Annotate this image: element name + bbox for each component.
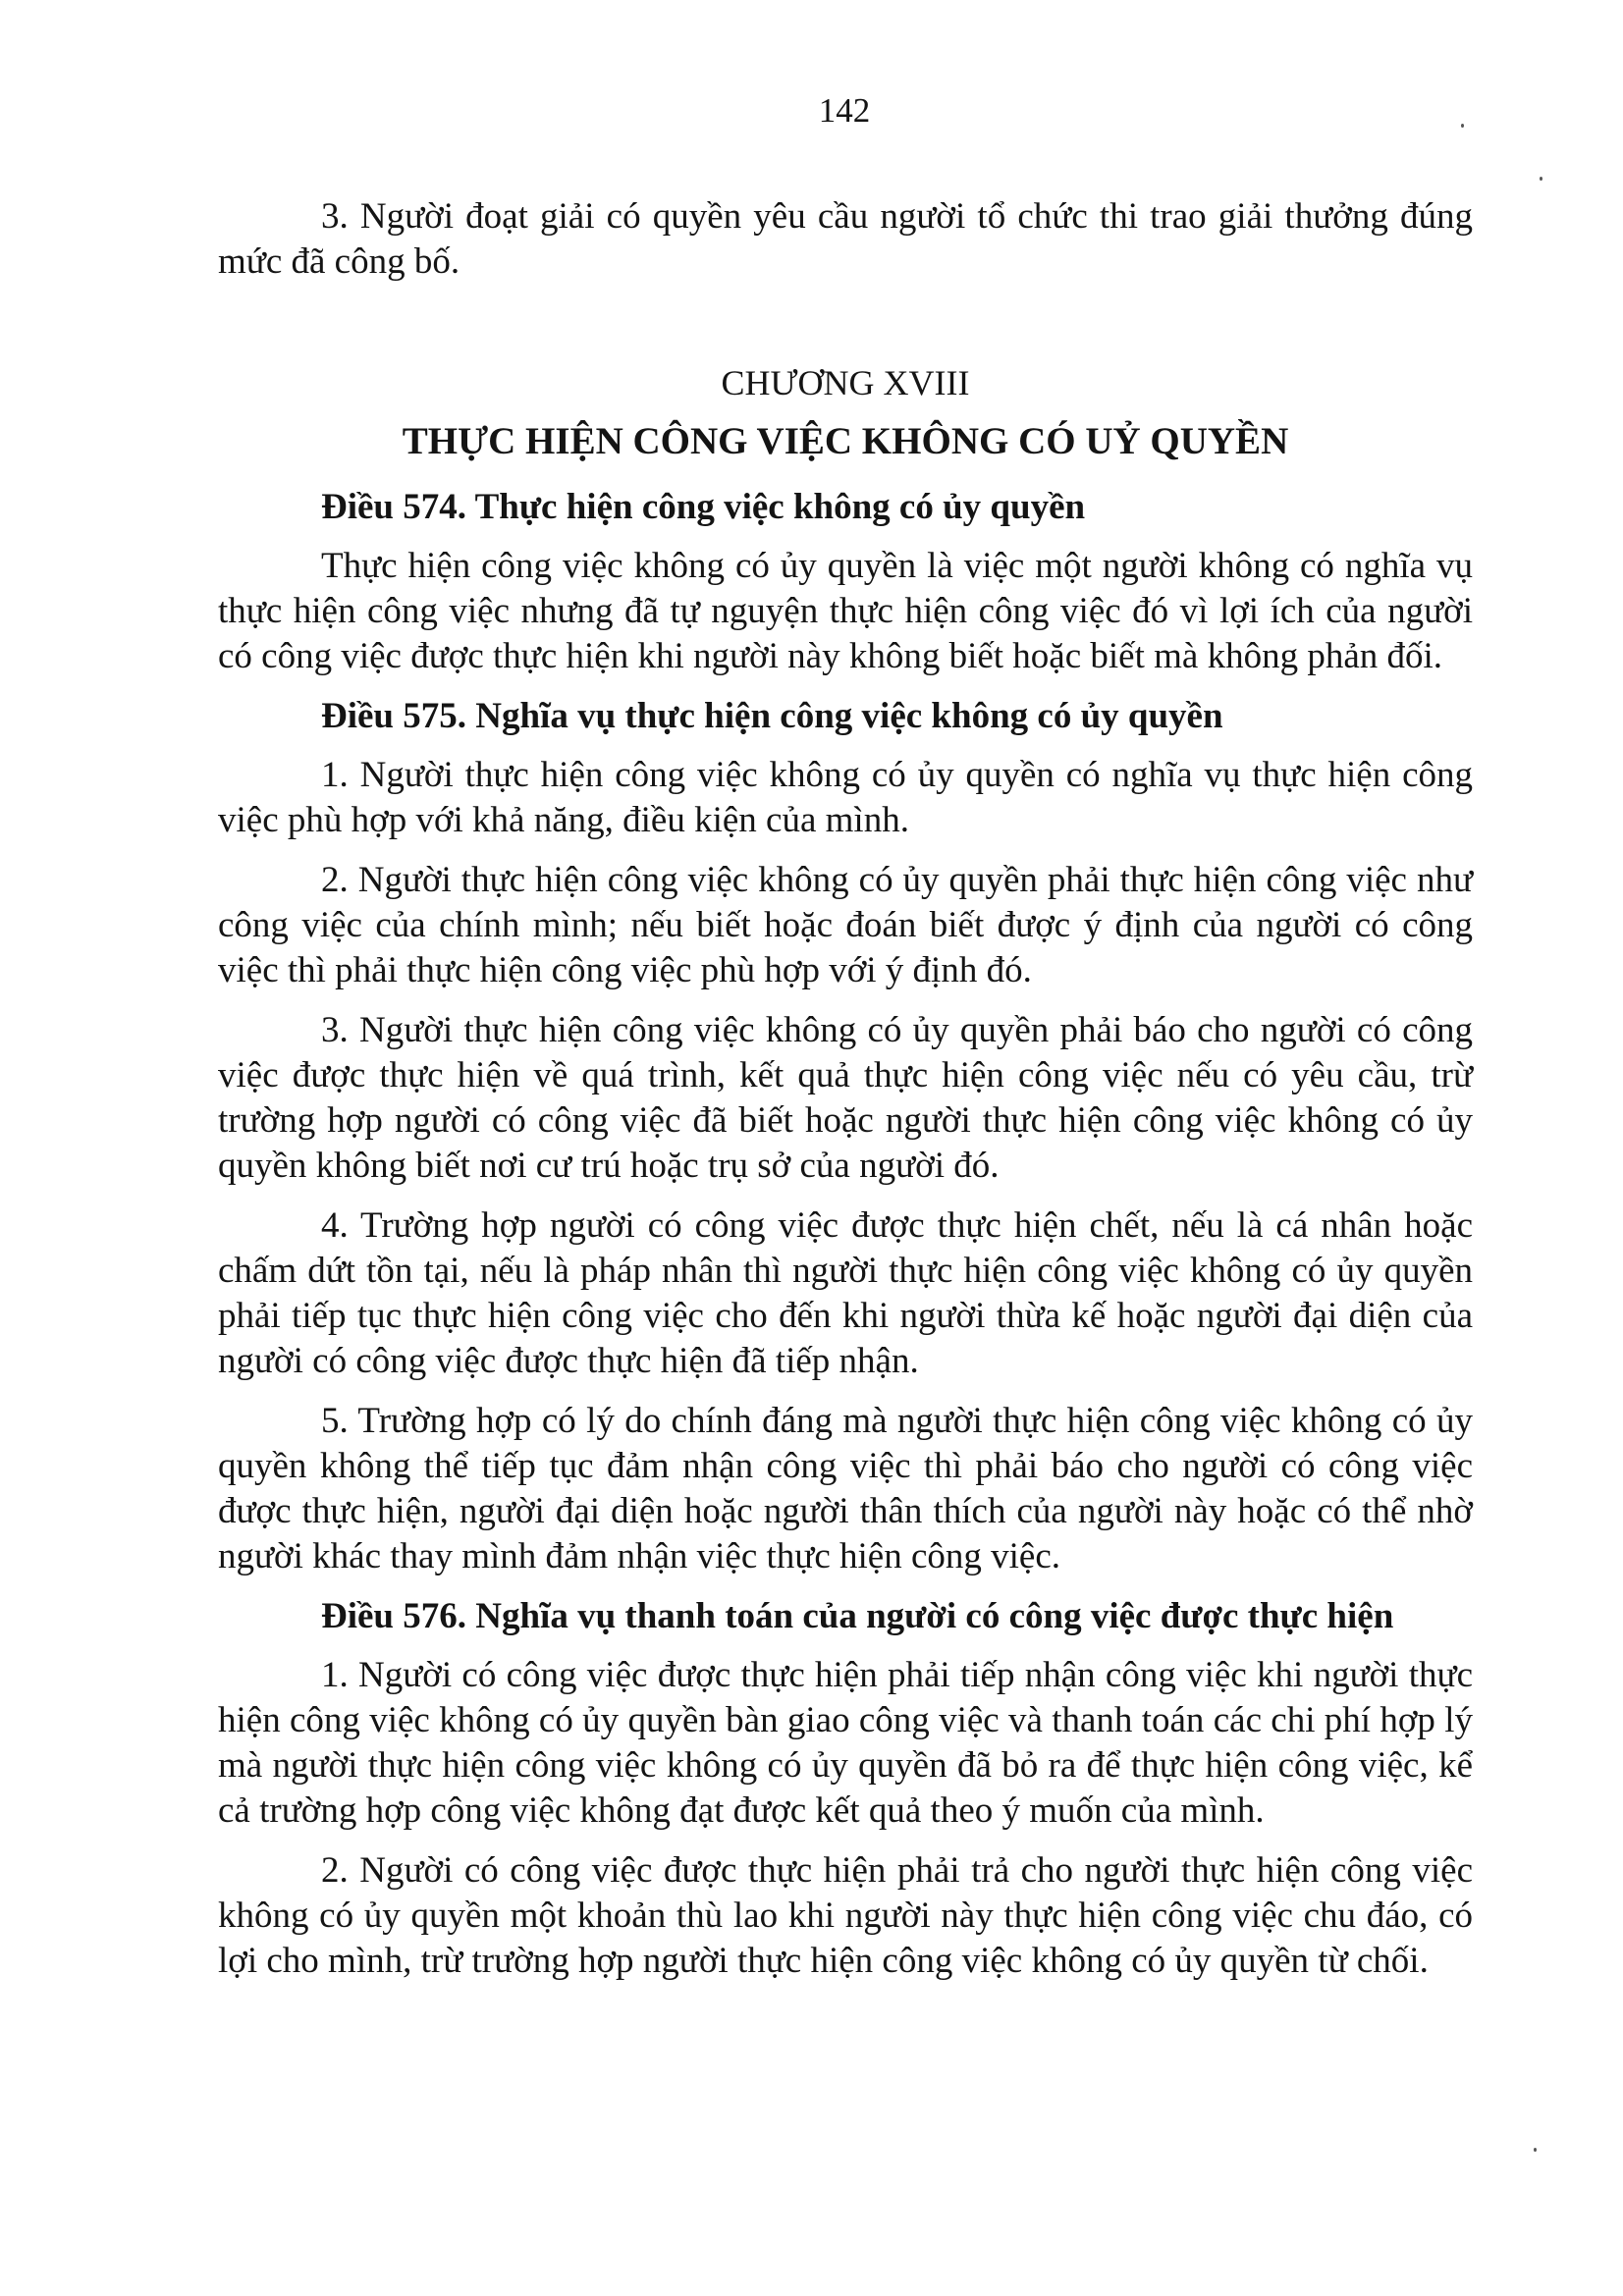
scan-speck bbox=[1534, 2148, 1537, 2152]
article-paragraph: Thực hiện công việc không có ủy quyền là việc một người không có nghĩa vụ thực hiện công việc nhưng đã tự nguyện thực hiện công việc đó vì lợi ích của người có công việc được thực hiện khi người này không biết hoặc biết mà không phản đối. bbox=[218, 546, 1473, 676]
article-heading: Điều 574. Thực hiện công việc không có ủy quyền bbox=[321, 487, 1086, 527]
article-paragraph: 1. Người có công việc được thực hiện phải tiếp nhận công việc khi người thực hiện công việc không có ủy quyền bàn giao công việc và thanh toán các chi phí hợp lý mà người thực hiện công việc không có ủy quyền đã bỏ ra để thực hiện công việc, kể cả trường hợp công việc không đạt được kết quả theo ý muốn của mình. bbox=[218, 1655, 1473, 1831]
article-paragraph: 3. Người thực hiện công việc không có ủy quyền phải báo cho người có công việc được thực hiện về quá trình, kết quả thực hiện công việc nếu có yêu cầu, trừ trường hợp người có công việc đã biết hoặc người thực hiện công việc không có ủy quyền không biết nơi cư trú hoặc trụ sở của người đó. bbox=[218, 1010, 1473, 1186]
chapter-title: THỰC HIỆN CÔNG VIỆC KHÔNG CÓ UỶ QUYỀN bbox=[402, 420, 1289, 462]
article-paragraph: 2. Người thực hiện công việc không có ủy quyền phải thực hiện công việc như công việc của chính mình; nếu biết hoặc đoán biết được ý định của người có công việc thì phải thực hiện công việc phù hợp với ý định đó. bbox=[218, 860, 1473, 990]
article-paragraph: 2. Người có công việc được thực hiện phải trả cho người thực hiện công việc không có ủy quyền một khoản thù lao khi người này thực hiện công việc chu đáo, có lợi cho mình, trừ trường hợp người thực hiện công việc không có ủy quyền từ chối. bbox=[218, 1850, 1473, 1981]
article-575 bbox=[218, 694, 1473, 1579]
intro-paragraph: 3. Người đoạt giải có quyền yêu cầu người tổ chức thi trao giải thưởng đúng mức đã công bố. bbox=[218, 196, 1473, 282]
article-paragraph: 5. Trường hợp có lý do chính đáng mà người thực hiện công việc không có ủy quyền không thể tiếp tục đảm nhận công việc thì phải báo cho người có công việc được thực hiện, người đại diện hoặc người thân thích của người này hoặc có thể nhờ người khác thay mình đảm nhận việc thực hiện công việc. bbox=[218, 1401, 1473, 1576]
article-heading: Điều 575. Nghĩa vụ thực hiện công việc không có ủy quyền bbox=[321, 696, 1223, 736]
page-number: 142 bbox=[818, 91, 871, 130]
article-heading: Điều 576. Nghĩa vụ thanh toán của người có công việc được thực hiện bbox=[321, 1596, 1394, 1636]
article-paragraph: 1. Người thực hiện công việc không có ủy quyền có nghĩa vụ thực hiện công việc phù hợp với khả năng, điều kiện của mình. bbox=[218, 755, 1473, 840]
scan-speck bbox=[1461, 124, 1464, 128]
article-paragraph: 4. Trường hợp người có công việc được thực hiện chết, nếu là cá nhân hoặc chấm dứt tồn tại, nếu là pháp nhân thì người thực hiện công việc không có ủy quyền phải tiếp tục thực hiện công việc cho đến khi người thừa kế hoặc người đại diện của người có công việc được thực hiện đã tiếp nhận. bbox=[218, 1205, 1473, 1381]
document-body bbox=[218, 194, 1473, 1999]
scan-speck bbox=[1540, 177, 1542, 181]
article-574 bbox=[218, 485, 1473, 679]
chapter-label: CHƯƠNG XVIII bbox=[721, 363, 970, 402]
article-576 bbox=[218, 1594, 1473, 1984]
